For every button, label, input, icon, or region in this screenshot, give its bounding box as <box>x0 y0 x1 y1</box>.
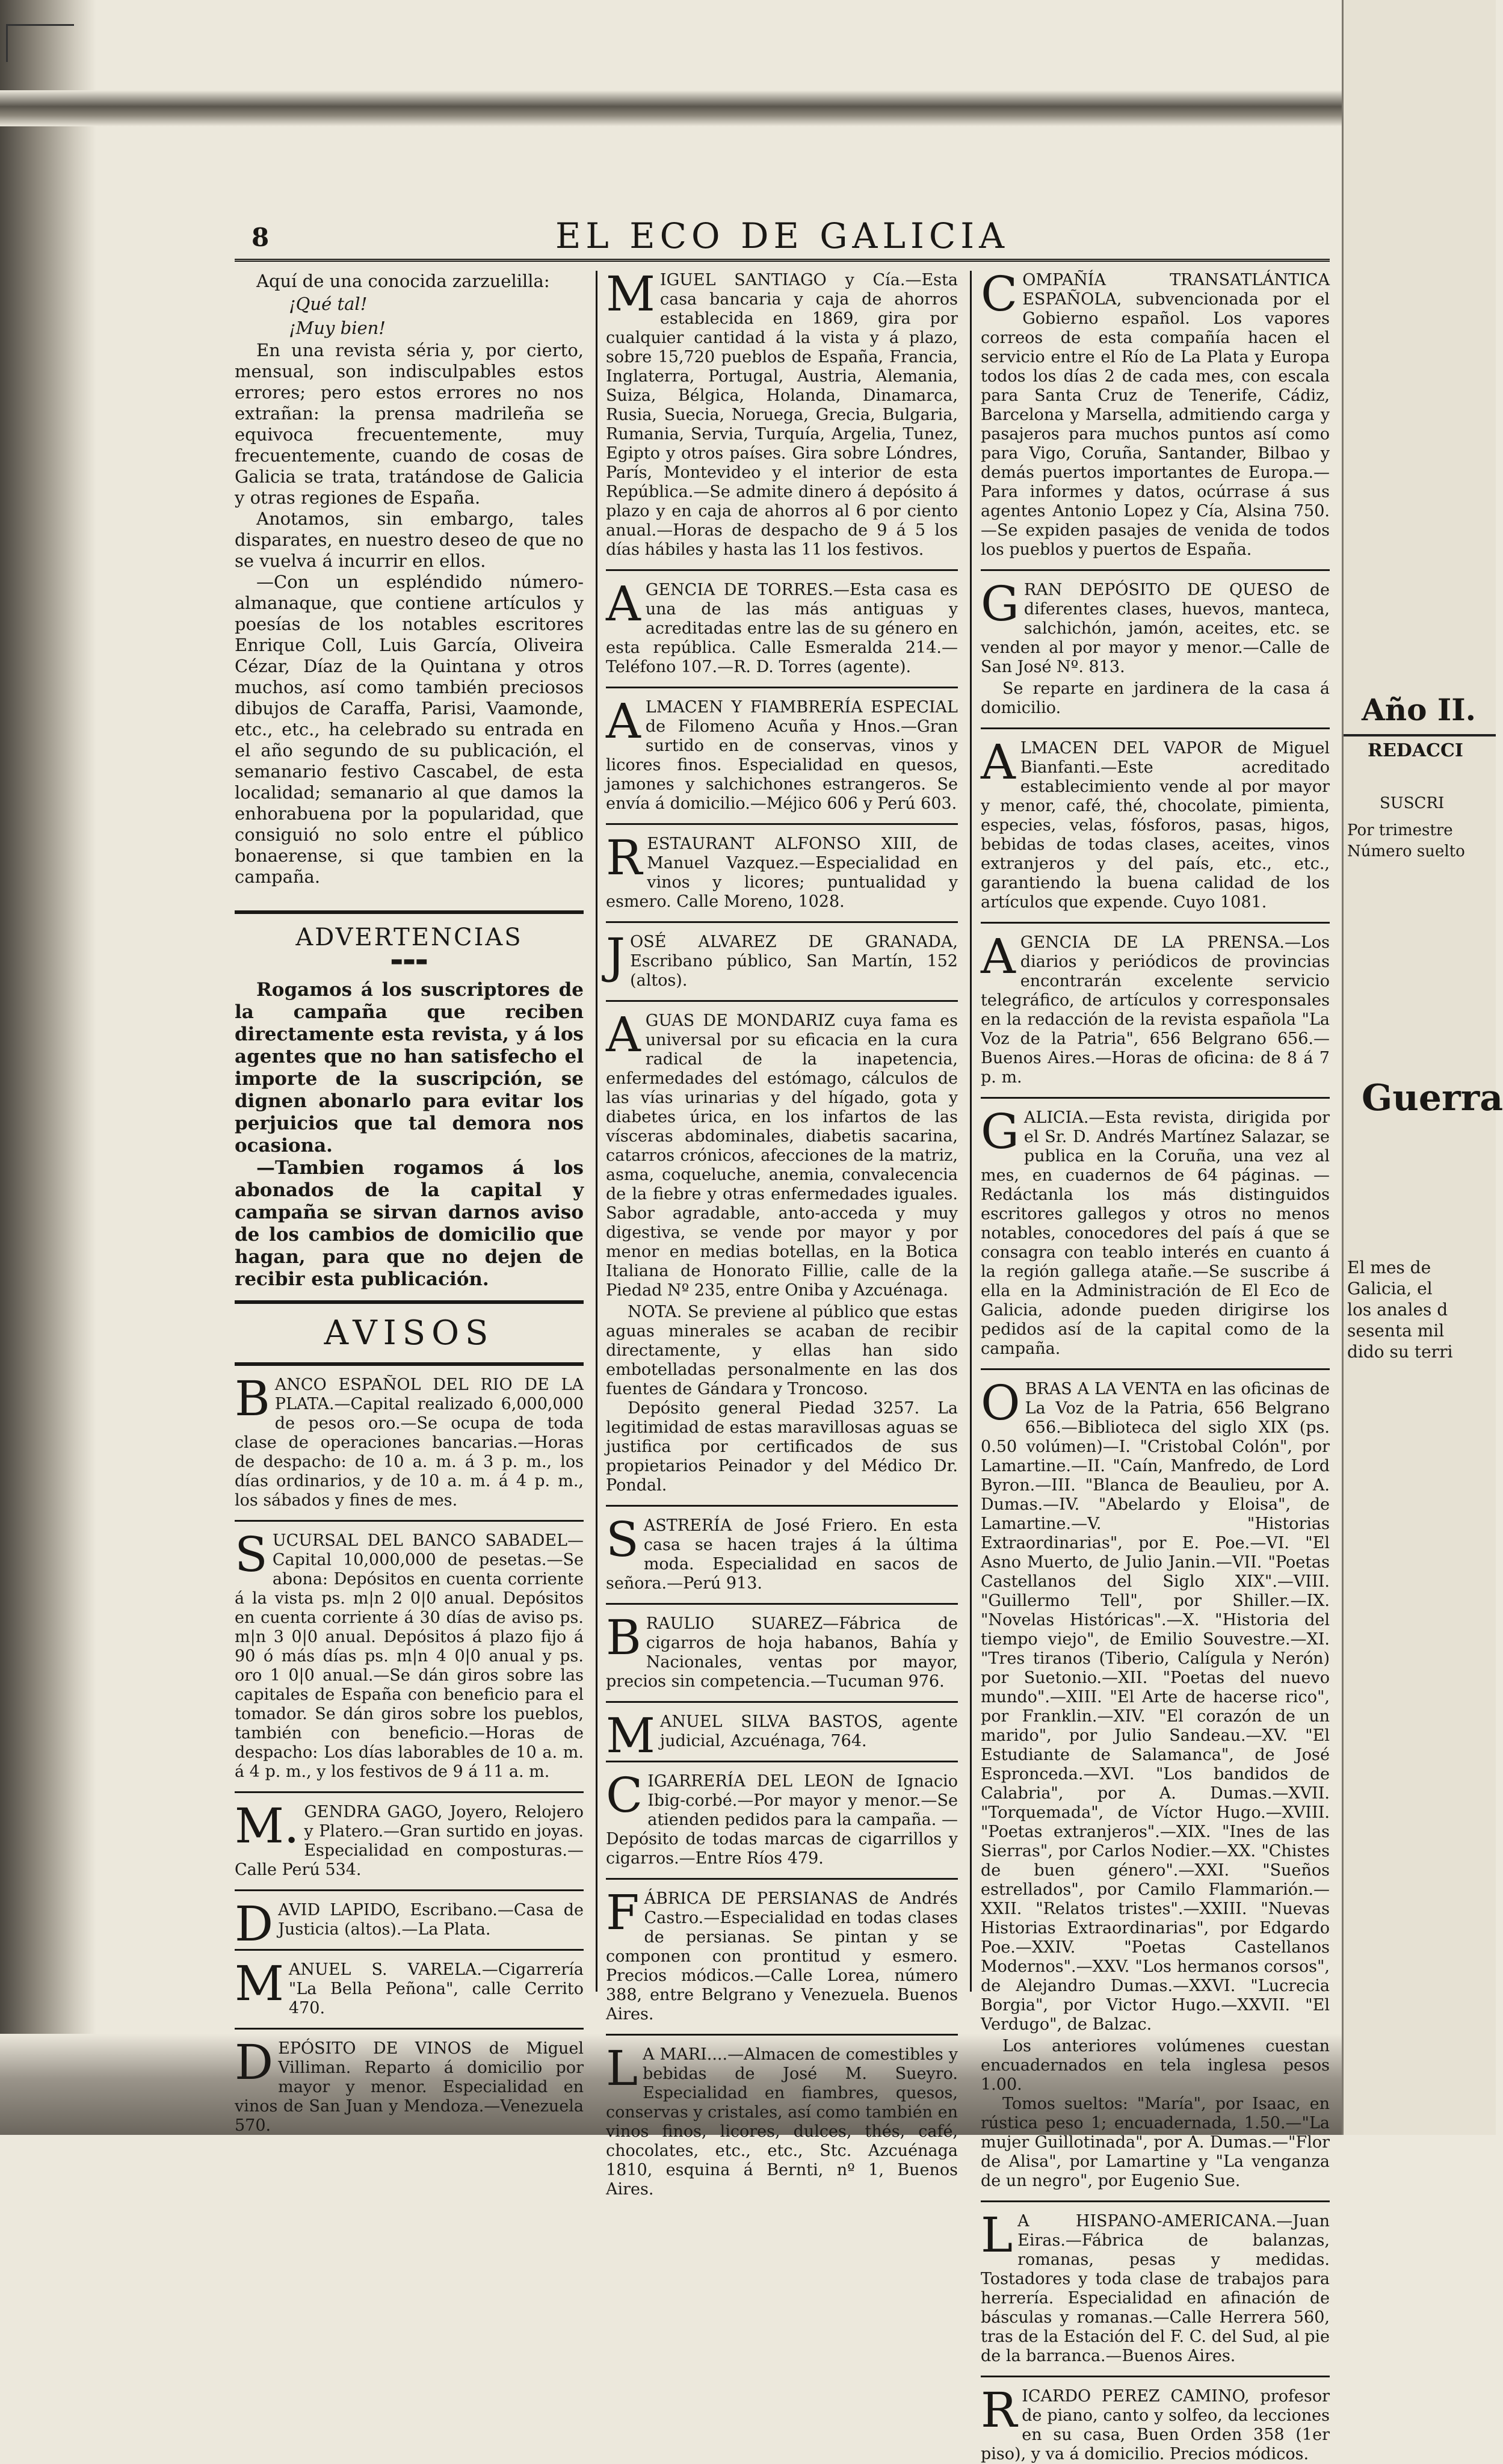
ad-jose-alvarez: JOSÉ ALVAREZ DE GRANADA, Escribano público, San Martín, 152 (altos). <box>606 928 958 990</box>
scan-shadow-left <box>0 0 96 2135</box>
masthead-rule <box>235 259 1330 262</box>
ad-aguas-nota: NOTA. Se previene al público que estas aguas minerales se acaban de recibir directamente, y ellas han sido embotelladas personalmente en las dos fuentes de Gándara y Troncoso. <box>606 1303 958 1398</box>
ad-sastreria: SASTRERÍA de José Friero. En esta casa se hacen trajes á la última moda. Especialidad en sacos de señora.—Perú 913. <box>606 1511 958 1593</box>
ad-ricardo-perez: RICARDO PEREZ CAMINO, profesor de piano, canto y solfeo, da lecciones en su casa, Buen Orden 358 (1er piso), y va á domicilio. Precios módicos. <box>981 2382 1330 2463</box>
ad-la-mari: LA MARI....—Almacen de comestibles y bebidas de José M. Sueyro. Especialidad en fiambres, quesos, conservas y cristales, así como también en vinos finos, licores, dulces, thés, café, chocolates, etc., etc., Stc. Azcuénaga 1810, esquina á Bernti, nº 1, Buenos Aires. <box>606 2040 958 2199</box>
section-rule <box>235 1300 584 1304</box>
ad-almacen-fiambreria: ALMACEN Y FIAMBRERÍA ESPECIAL de Filomeno Acuña y Hnos.—Gran surtido en de conservas, vinos y licores finos. Especialidad en quesos, jamones y salchichones estrangeros. Se envía á domicilio.—Méjico 606 y Perú 603. <box>606 693 958 813</box>
adjacent-numero: Número suelto <box>1347 842 1465 860</box>
ad-obras-precio: Los anteriores volúmenes cuestan encuadernados en tela inglesa pesos 1.00. <box>981 2037 1330 2094</box>
intro-line: Aquí de una conocida zarzuelilla: <box>256 271 550 291</box>
ad-deposito-queso: GRAN DEPÓSITO DE QUESO de diferentes clases, huevos, manteca, salchichón, jamón, aceites, etc. se venden al por mayor y menor.—Calle de San José Nº. 813. <box>981 576 1330 676</box>
column-separator-2 <box>970 271 972 1992</box>
scan-shadow-top <box>0 90 1494 126</box>
ad-gendra-gago: M.GENDRA GAGO, Joyero, Relojero y Platero.—Gran surtido en joyas. Especialidad en composturas.—Calle Perú 534. <box>235 1798 584 1879</box>
ad-agencia-torres: AGENCIA DE TORRES.—Esta casa es una de las más antiguas y acreditadas entre las de su género en esta república. Calle Esmeralda 214.—Teléfono 107.—R. D. Torres (agente). <box>606 576 958 676</box>
article-paragraph-1: En una revista séria y, por cierto, mensual, son indisculpables estos errores; pero estos errores no nos extrañan: la prensa madrileña se equivoca frecuentemente, muy frecuentemente, cuando de cosas de Galicia se trata, tratándose de Galicia y otras regiones de España. <box>235 340 584 508</box>
verse-line-2: ¡Muy bien! <box>289 318 386 338</box>
column-1 <box>235 271 584 2135</box>
adjacent-trimestre: Por trimestre <box>1347 821 1453 839</box>
adjacent-guerra: Guerra <box>1362 1077 1503 1119</box>
column-2 <box>606 266 958 2199</box>
ad-galicia-revista: GALICIA.—Esta revista, dirigida por el Sr. D. Andrés Martínez Salazar, se publica en la Coruña, una vez al mes, en cuadernos de 64 páginas. — Redáctanla los más distinguidos escritores gallegos y otros no menos notables, conocedores del país á que se consagra con teablo interés en cuanto á la región gallega atañe.—Se suscribe á ella en la Administración de El Eco de Galicia, adonde pueden dirigirse los pedidos así de la capital como de la campaña. <box>981 1104 1330 1358</box>
ad-aguas-mondariz: AGUAS DE MONDARIZ cuya fama es universal por su eficacia en la cura radical de la inapetencia, enfermedades del estómago, cálculos de las vías urinarias y del hígado, gota y diabetes úrica, en los infartos de las vísceras abdominales, diabetis sacarina, catarros crónicos, afecciones de la matriz, asma, coqueluche, anemia, convalecencia de la fiebre y otras enfermedades iguales. Sabor agradable, anto-acceda y muy digestiva, se vende por mayor y por menor en medias botellas, en la Botica Italiana de Honorato Fillie, calle de la Piedad Nº 235, entre Oniba y Azcuénaga. <box>606 1007 958 1300</box>
ad-banco-sabadel: SUCURSAL DEL BANCO SABADEL—Capital 10,000,000 de pesetas.—Se abona: Depósitos en cuenta corriente á la vista ps. m|n 2 0|0 anual. Depósitos en cuenta corriente á 30 días de aviso ps. m|n 3 0|0 anual. Depósitos á plazo fijo á 90 ó más días ps. m|n 4 0|0 anual y ps. oro 1 0|0 anual.—Se dán giros sobre las capitales de España con beneficio para el tomador. Se dán giros sobre los pueblos, también con beneficio.—Horas de despacho: Los días laborables de 10 a. m. á 4 p. m., y los festivos de 9 á 11 a. m. <box>235 1527 584 1781</box>
advertencia-2: —Tambien rogamos á los abonados de la capital y campaña se sirvan darnos aviso de los cambios de domicilio que hagan, para que no dejen de recibir esta publicación. <box>235 1157 584 1290</box>
ad-cigarreria-leon: CIGARRERÍA DEL LEON de Ignacio Ibig-corbé.—Por mayor y menor.—Se atienden pedidos para la campaña. — Depósito de todas marcas de cigarrillos y cigarros.—Entre Ríos 479. <box>606 1767 958 1868</box>
advertencias-heading: ADVERTENCIAS <box>295 924 523 951</box>
ad-hispano-americana: LA HISPANO-AMERICANA.—Juan Eiras.—Fábrica de balanzas, romanas, pesas y medidas. Tostadores y toda clase de trabajos para herrería. Especialidad en afinación de básculas y romanas.—Calle Herrera 560, tras de la Estación del F. C. del Sud, al pie de la barranca.—Buenos Aires. <box>981 2207 1330 2365</box>
ad-banco-espanol: BANCO ESPAÑOL DEL RIO DE LA PLATA.—Capital realizado 6,000,000 de pesos oro.—Se ocupa de toda clase de operaciones bancarias.—Horas de despacho: de 10 a. m. á 3 p. m., los días ordinarios, y de 10 a. m. á 4 p. m., los sábados y fines de mes. <box>235 1371 584 1510</box>
adjacent-suscri: SUSCRI <box>1380 794 1445 812</box>
crop-mark-left <box>6 24 74 62</box>
ad-manuel-varela: MANUEL S. VARELA.—Cigarrería "La Bella Peñona", calle Cerrito 470. <box>235 1956 584 2018</box>
masthead-title: EL ECO DE GALICIA <box>555 215 1010 256</box>
section-rule <box>235 1362 584 1366</box>
ad-restaurant-alfonso: RESTAURANT ALFONSO XIII, de Manuel Vazquez.—Especialidad en vinos y licores; puntualidad y esmero. Calle Moreno, 1028. <box>606 830 958 911</box>
verse-line-1: ¡Qué tal! <box>289 294 368 314</box>
page-number: 8 <box>252 223 270 252</box>
heading-ornament: ▬▬▬ <box>390 954 428 969</box>
avisos-heading: AVISOS <box>324 1314 495 1353</box>
ad-aguas-deposito: Depósito general Piedad 3257. La legitimidad de estas maravillosas aguas se justifica por certificados de sus propietarios Peinador y del Médico Dr. Pondal. <box>606 1399 958 1495</box>
ad-deposito-vinos: DEPÓSITO DE VINOS de Miguel Villiman. Reparto á domicilio por mayor y menor. Especialidad en vinos de San Juan y Mendoza.—Venezuela 570. <box>235 2034 584 2135</box>
article-paragraph-2: Anotamos, sin embargo, tales disparates, en nuestro deseo de que no se vuelva á incurrir en ellos. <box>235 508 584 571</box>
ad-fabrica-persianas: FÁBRICA DE PERSIANAS de Andrés Castro.—Especialidad en todas clases de persianas. Se pintan y se componen con prontitud y esmero. Precios módicos.—Calle Lorea, número 388, entre Belgrano y Venezuela. Buenos Aires. <box>606 1885 958 2024</box>
ad-obras-venta: OBRAS A LA VENTA en las oficinas de La Voz de la Patria, 656 Belgrano 656.—Biblioteca del siglo XIX (ps. 0.50 volúmen)—I. "Cristobal Colón", por Lamartine.—II. "Caín, Manfredo, de Lord Byron.—III. "Blanca de Beaulieu, por A. Dumas.—IV. "Abelardo y Eloisa", de Lamartine.—V. "Historias Extraordinarias", por E. Poe.—VI. "El Asno Muerto, de Julio Janin.—VII. "Poetas Castellanos del Siglo XIX".—VIII. "Guillermo Tell", por Shiller.—IX. "Novelas Históricas".—X. "Historia del tiempo viejo", de Emilio Souvestre.—XI. "Tres tiranos (Tiberio, Calígula y Nerón) por Suetonio.—XII. "Poetas del nuevo mundo".—XIII. "El Arte de hacerse rico", por Franklin.—XIV. "El corazón de un marido", por Julio Sandeau.—XV. "El Estudiante de Salamanca", de José Espronceda.—XVI. "Los bandidos de Calabria", por A. Dumas.—XVII. "Torquemada", de Víctor Hugo.—XVIII. "Poetas extranjeros".—XIX. "Ines de las Sierras", por Carlos Nodier.—XX. "Chistes de buen género".—XXI. "Sueños estrellados", por Camilo Flammarión.—XXII. "Relatos tristes".—XXIII. "Nuevas Historias Extraordinarias", por Edgardo Poe.—XXIV. "Poetas Castellanos Modernos".—XXV. "Los hermanos corsos", de Alejandro Dumas.—XXVI. "Lucrecia Borgia", por Victor Hugo.—XXVII. "El Verdugo", de Balzac. <box>981 1375 1330 2034</box>
ad-manuel-silva: MANUEL SILVA BASTOS, agente judicial, Azcuénaga, 764. <box>606 1708 958 1764</box>
article-paragraph-3: —Con un espléndido número-almanaque, que contiene artículos y poesías de los notables escritores Enrique Coll, Luis García, Oliveira Cézar, Díaz de la Quintana y otros muchos, así como también preciosos dibujos de Caraffa, Parisi, Vaamonde, etc., etc., ha celebrado su entrada en el año segundo de su publicación, el semanario festivo Cascabel, de esta localidad; semanario al que damos la enhorabuena por la popularidad, que consiguió no solo entre el público bonaerense, si que tambien en la campaña. <box>235 572 584 887</box>
ad-braulio-suarez: BRAULIO SUAREZ—Fábrica de cigarros de hoja habanos, Bahía y Nacionales, ventas por mayor, precios sin competencia.—Tucuman 976. <box>606 1610 958 1691</box>
ad-almacen-vapor: ALMACEN DEL VAPOR de Miguel Bianfanti.—Este acreditado establecimiento vende al por mayor y menor, café, thé, chocolate, pimienta, especies, velas, fósforos, pasas, higos, bebidas de todas clases, aceites, vinos extranjeros y del país, etc., etc., garantiendo la buena calidad de los artículos que expende. Cuyo 1081. <box>981 734 1330 912</box>
adjacent-page: Año II. REDACCI SUSCRI Por trimestre Número suelto Guerra El mes de Galicia, el los anales d sesenta mil dido su terri <box>1342 0 1496 2135</box>
ad-miguel-santiago: MIGUEL SANTIAGO y Cía.—Esta casa bancaria y caja de ahorros establecida en 1869, gira por cualquier cantidad á la vista y á plazo, sobre 15,720 pueblos de España, Francia, Inglaterra, Portugal, Austria, Alemania, Suiza, Bélgica, Holanda, Dinamarca, Rusia, Suecia, Noruega, Grecia, Bulgaria, Rumania, Servia, Turquía, Argelia, Tunez, Egipto y otros países. Gira sobre Lóndres, París, Montevideo y el interior de esta República.—Se admite dinero á depósito á plazo y en caja de ahorros al 6 por ciento anual.—Horas de despacho de 9 á 5 los días hábiles y hasta las 11 los festivos. <box>606 266 958 559</box>
adjacent-year: Año II. <box>1362 692 1477 727</box>
column-3 <box>981 266 1330 2463</box>
ad-queso-reparto: Se reparte en jardinera de la casa á domicilio. <box>981 679 1330 717</box>
ad-obras-tomos: Tomos sueltos: "María", por Isaac, en rústica peso 1; encuadernada, 1.50.—"La mujer Guillotinada", por A. Dumas.—"Flor de Alisa", por Lamartine y "La venganza de un negro", por Eugenio Sue. <box>981 2095 1330 2190</box>
adjacent-redaccion: REDACCI <box>1368 740 1463 761</box>
column-separator-1 <box>596 271 597 1992</box>
ad-agencia-prensa: AGENCIA DE LA PRENSA.—Los diarios y periódicos de provincias encontrarán excelente servicio telegráfico, de artículos y corresponsales en la redacción de la revista española "La Voz de la Patria", 656 Belgrano 656.—Buenos Aires.—Horas de oficina: de 8 á 7 p. m. <box>981 928 1330 1087</box>
ad-compania-transatlantica: COMPAÑÍA TRANSATLÁNTICA ESPAÑOLA, subvencionada por el Gobierno español. Los vapores correos de esta compañía hacen el servicio entre el Río de La Plata y Europa todos los días 2 de cada mes, con escala para Santa Cruz de Tenerife, Cádiz, Barcelona y Marsella, admitiendo carga y pasajeros para muchos puntos así como para Vigo, Coruña, Santander, Bilbao y demás puertos importantes de Europa.—Para informes y datos, ocúrrase á sus agentes Antonio Lopez y Cía, Alsina 750.—Se expiden pasajes de venida de todos los pueblos y puertos de España. <box>981 266 1330 559</box>
advertencia-1: Rogamos á los suscriptores de la campaña que reciben directamente esta revista, y á los agentes que no han satisfecho el importe de la suscripción, se dignen abonarlo para evitar los perjuicios que tal demora nos ocasiona. <box>235 979 584 1156</box>
ad-david-lapido: DAVID LAPIDO, Escribano.—Casa de Justicia (altos).—La Plata. <box>235 1896 584 1952</box>
section-rule <box>235 910 584 914</box>
newspaper-page <box>235 199 1330 2463</box>
